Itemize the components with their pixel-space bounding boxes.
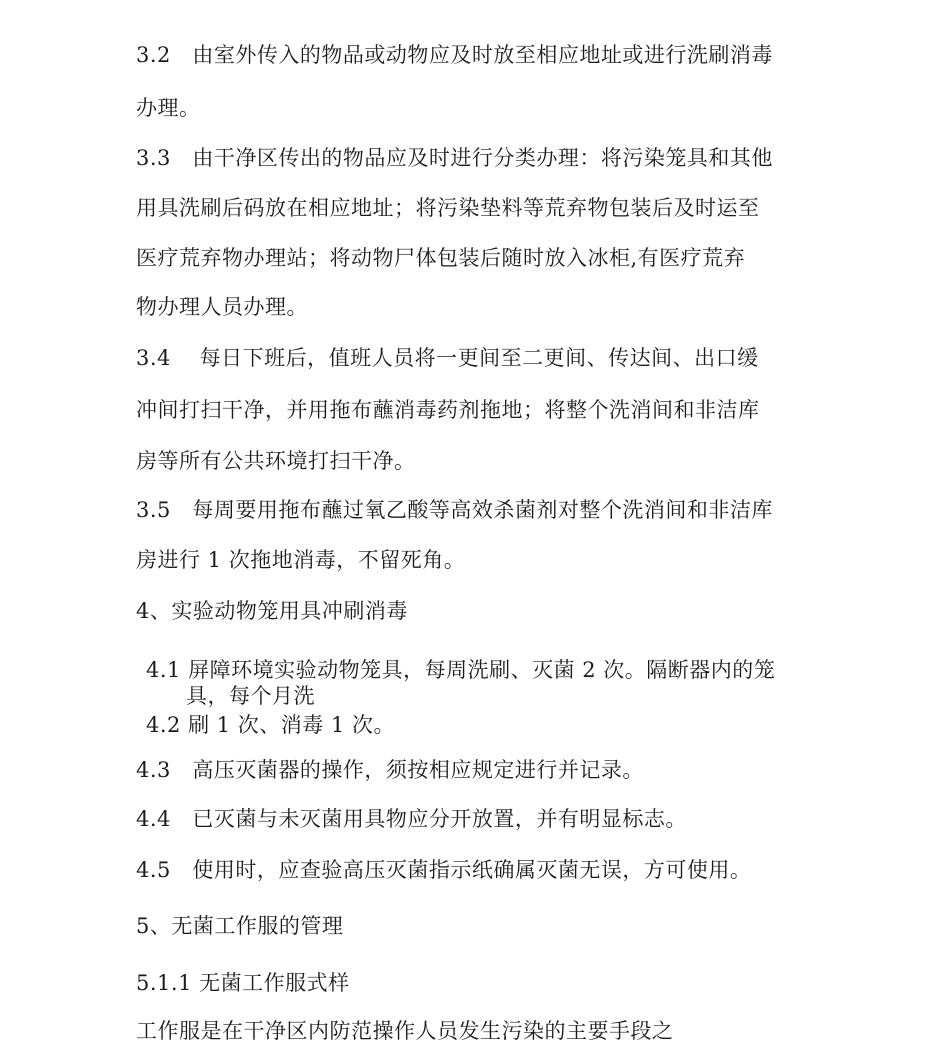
paragraph-3-5-line-1: 3.5 每周要用拖布蘸过氧乙酸等高效杀菌剂对整个洗消间和非洁库 [136, 498, 773, 522]
paragraph-3-3-line-4: 物办理人员办理。 [136, 295, 308, 319]
paragraph-3-3-line-1: 3.3 由干净区传出的物品应及时进行分类办理：将污染笼具和其他 [136, 146, 773, 170]
paragraph-3-2-line-1: 3.2 由室外传入的物品或动物应及时放至相应地址或进行洗刷消毒 [136, 43, 773, 67]
paragraph-3-2-line-2: 办理。 [136, 96, 201, 120]
paragraph-4-5: 4.5 使用时，应查验高压灭菌指示纸确属灭菌无误，方可使用。 [136, 858, 752, 882]
paragraph-3-4-line-2: 冲间打扫干净，并用拖布蘸消毒药剂拖地；将整个洗消间和非洁库 [136, 398, 760, 422]
section-5-heading: 5、无菌工作服的管理 [136, 914, 344, 938]
paragraph-3-5-line-2: 房进行 1 次拖地消毒，不留死角。 [136, 548, 466, 572]
paragraph-5-1-1-line-1: 工作服是在干净区内防范操作人员发生污染的主要手段之 [136, 1019, 674, 1043]
paragraph-4-1-line-1: 4.1 屏障环境实验动物笼具，每周洗刷、灭菌 2 次。隔断器内的笼 [146, 658, 776, 682]
paragraph-4-4: 4.4 已灭菌与未灭菌用具物应分开放置，并有明显标志。 [136, 807, 687, 831]
paragraph-4-3: 4.3 高压灭菌器的操作，须按相应规定进行并记录。 [136, 758, 644, 782]
paragraph-4-1-line-2: 具，每个月洗 [186, 684, 315, 708]
paragraph-3-4-line-3: 房等所有公共环境打扫干净。 [136, 449, 416, 473]
paragraph-3-3-line-3: 医疗荒弃物办理站；将动物尸体包装后随时放入冰柜,有医疗荒弃 [136, 246, 746, 270]
paragraph-4-2: 4.2 刷 1 次、消毒 1 次。 [146, 713, 395, 737]
subsection-5-1-1-heading: 5.1.1 无菌工作服式样 [136, 971, 350, 995]
paragraph-3-4-line-1: 3.4 每日下班后，值班人员将一更间至二更间、传达间、出口缓 [136, 346, 759, 370]
section-4-heading: 4、实验动物笼用具冲刷消毒 [136, 599, 408, 623]
paragraph-3-3-line-2: 用具洗刷后码放在相应地址；将污染垫料等荒弃物包装后及时运至 [136, 196, 760, 220]
